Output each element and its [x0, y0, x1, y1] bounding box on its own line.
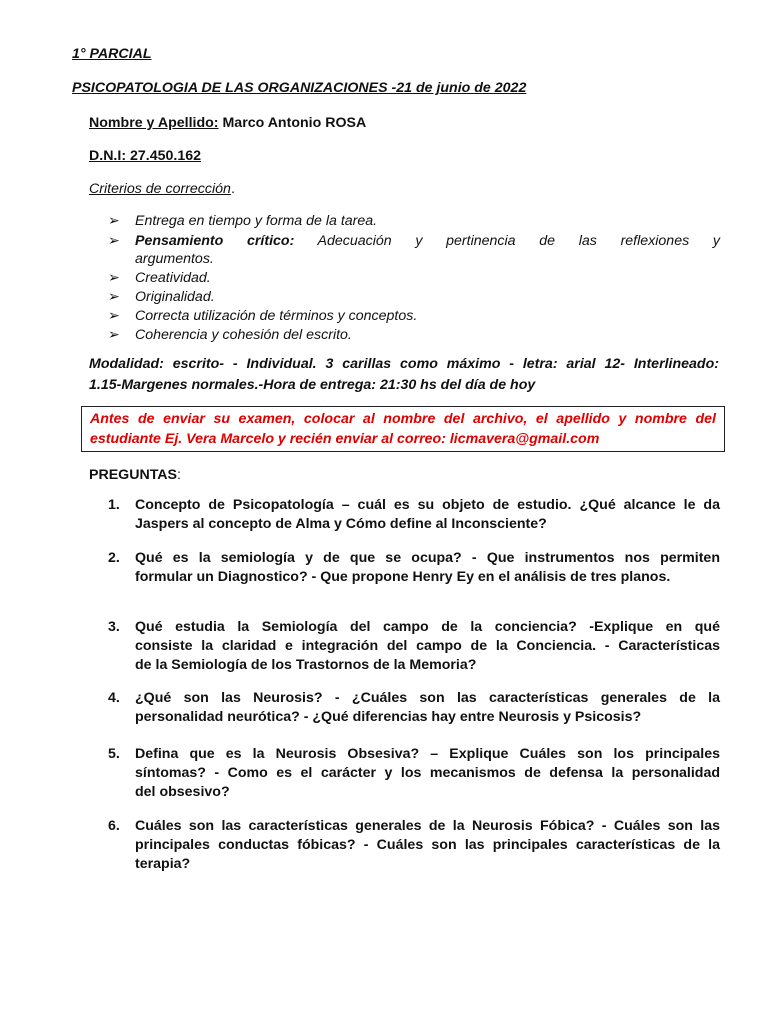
criteria-text: [135, 232, 720, 268]
modalidad-line: Modalidad: escrito- - Individual. 3 carillas como máximo - letra: arial 12- Interlineado:: [89, 356, 719, 372]
question-text: [135, 689, 720, 727]
arrow-bullet-icon: ➢: [108, 327, 120, 343]
criteria-text-part: Adecuación y pertinencia de las reflexiones y: [294, 233, 720, 249]
question-item: [108, 549, 720, 587]
question-line: Qué es la semiología y de que se ocupa? - Que instrumentos nos permiten: [135, 550, 720, 566]
question-number: 6.: [108, 818, 120, 834]
question-item: [108, 618, 720, 675]
criteria-text-line: argumentos.: [135, 251, 214, 267]
criterios-dot: .: [230, 181, 235, 197]
question-number: 4.: [108, 690, 120, 706]
question-line: formular un Diagnostico? - Que propone Henry Ey en el análisis de tres planos.: [135, 569, 671, 585]
question-item: [108, 689, 720, 727]
question-line: Qué estudia la Semiología del campo de la conciencia? -Explique en qué: [135, 619, 720, 635]
question-text: [135, 817, 720, 874]
criteria-item: [108, 288, 720, 306]
question-number: 1.: [108, 497, 120, 513]
question-number: 2.: [108, 550, 120, 566]
question-text: [135, 745, 720, 802]
question-line: de la Semiología de los Trastornos de la Memoria?: [135, 657, 477, 673]
criteria-text: Originalidad.: [135, 289, 215, 305]
question-line: Jaspers al concepto de Alma y Cómo define al Inconsciente?: [135, 516, 547, 532]
dni-line: D.N.I: 27.450.162: [89, 148, 201, 164]
preguntas-title: PREGUNTAS: [89, 467, 178, 483]
criterios-heading: [89, 180, 235, 198]
question-text: [135, 549, 720, 587]
preguntas-heading: [89, 466, 181, 484]
criteria-item: [108, 212, 720, 230]
question-line: personalidad neurótica? - ¿Qué diferencias hay entre Neurosis y Psicosis?: [135, 709, 642, 725]
arrow-bullet-icon: ➢: [108, 308, 120, 324]
notice-line: Antes de enviar su examen, colocar al nombre del archivo, el apellido y nombre del: [90, 411, 716, 427]
criterios-label: Criterios de corrección: [89, 181, 231, 197]
question-item: [108, 496, 720, 534]
question-item: [108, 817, 720, 874]
criteria-text: Correcta utilización de términos y conceptos.: [135, 308, 418, 324]
criteria-text-line: [135, 232, 720, 250]
question-number: 3.: [108, 619, 120, 635]
criteria-item: [108, 232, 720, 268]
question-text: [135, 496, 720, 534]
criteria-text: Coherencia y cohesión del escrito.: [135, 327, 352, 343]
question-line: del obsesivo?: [135, 784, 230, 800]
modalidad-line: 1.15-Margenes normales.-Hora de entrega: 21:30 hs del día de hoy: [89, 377, 536, 393]
arrow-bullet-icon: ➢: [108, 289, 120, 305]
name-label: Nombre y Apellido:: [89, 115, 219, 131]
question-line: terapia?: [135, 856, 191, 872]
arrow-bullet-icon: ➢: [108, 213, 120, 229]
question-line: síntomas? - Como es el carácter y los mecanismos de defensa la personalidad: [135, 765, 720, 781]
question-item: [108, 745, 720, 802]
arrow-bullet-icon: ➢: [108, 270, 120, 286]
question-line: principales conductas fóbicas? - Cuáles son las principales características de la: [135, 837, 720, 853]
question-text: [135, 618, 720, 675]
exam-title: 1° PARCIAL: [72, 46, 152, 62]
submission-notice-box: [81, 406, 725, 452]
question-line: consiste la claridad e integración del campo de la Conciencia. - Características: [135, 638, 720, 654]
arrow-bullet-icon: ➢: [108, 233, 120, 249]
criteria-text: Entrega en tiempo y forma de la tarea.: [135, 213, 378, 229]
criteria-item: [108, 307, 720, 325]
student-name-line: [89, 114, 366, 132]
modalidad-paragraph: [89, 354, 719, 396]
subject-title: PSICOPATOLOGIA DE LAS ORGANIZACIONES -21 de junio de 2022: [72, 80, 527, 96]
question-number: 5.: [108, 746, 120, 762]
question-line: Concepto de Psicopatología – cuál es su objeto de estudio. ¿Qué alcance le da: [135, 497, 720, 513]
question-line: Defina que es la Neurosis Obsesiva? – Explique Cuáles son los principales: [135, 746, 720, 762]
criteria-label: Pensamiento crítico:: [135, 233, 295, 249]
name-value: Marco Antonio ROSA: [218, 115, 367, 131]
preguntas-colon: :: [177, 467, 181, 483]
criteria-item: [108, 269, 720, 287]
criteria-text: Creatividad.: [135, 270, 211, 286]
notice-line: estudiante Ej. Vera Marcelo y recién enviar al correo: licmavera@gmail.com: [90, 431, 600, 447]
criteria-item: [108, 326, 720, 344]
question-line: ¿Qué son las Neurosis? - ¿Cuáles son las características generales de la: [135, 690, 720, 706]
question-line: Cuáles son las características generales de la Neurosis Fóbica? - Cuáles son las: [135, 818, 720, 834]
